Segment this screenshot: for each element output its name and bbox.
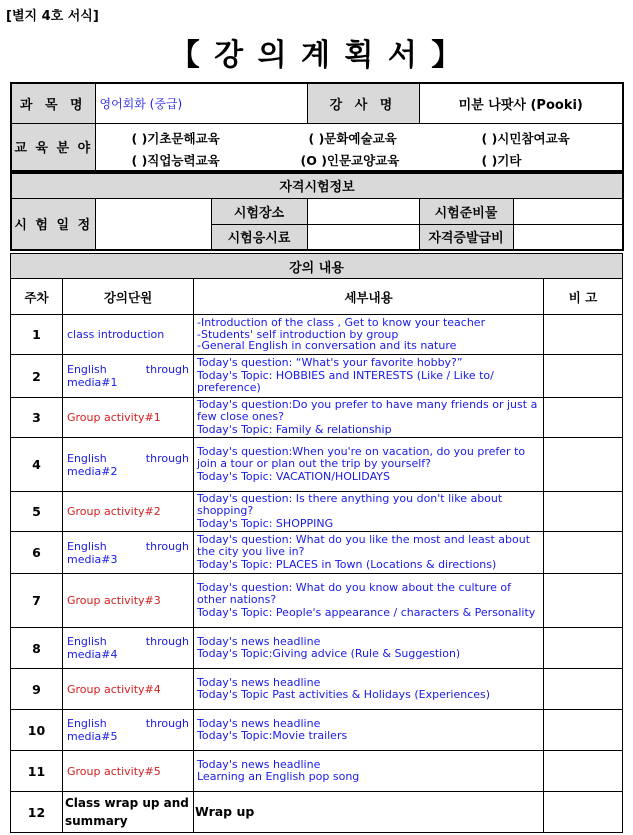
detail-line: Today's Topic: PLACES in Town (Locations & directions)	[197, 557, 497, 571]
detail-cell	[194, 532, 544, 574]
exam-prep-label: 시험준비물	[419, 198, 513, 224]
page-title: 【 강 의 계 획 서 】	[169, 38, 464, 73]
note-cell	[544, 492, 623, 532]
detail-line: Today's Topic: HOBBIES and INTERESTS (Like / Like to/ preference)	[197, 368, 494, 395]
unit-cell: Group activity#4	[63, 669, 194, 710]
unit-cell: Group activity#1	[63, 398, 194, 438]
detail-line: Today's question: Is there anything you don't like about shopping?	[197, 491, 503, 518]
detail-line: -Introduction of the class , Get to know your teacher	[197, 316, 486, 330]
exam-date-value	[95, 198, 211, 250]
note-cell	[544, 315, 623, 355]
detail-line: Today's Topic:Movie trailers	[197, 729, 348, 742]
note-cell	[544, 710, 623, 751]
unit-cell: class introduction	[63, 315, 194, 355]
detail-cell	[194, 792, 544, 833]
col-week: 주차	[11, 279, 63, 315]
week-number: 8	[11, 628, 63, 669]
detail-cell	[194, 628, 544, 669]
exam-fee-label: 시험응시료	[211, 224, 307, 250]
field-option[interactable]	[301, 151, 400, 169]
exam-place-label: 시험장소	[211, 198, 307, 224]
check-mark: ( )	[131, 130, 148, 146]
option-label: 문화예술교육	[324, 130, 397, 146]
week-number: 12	[11, 792, 63, 833]
table-row	[11, 751, 623, 792]
col-unit: 강의단원	[63, 279, 194, 315]
detail-cell	[194, 574, 544, 628]
option-label: 기타	[497, 152, 522, 168]
note-cell	[544, 438, 623, 492]
detail-cell	[194, 355, 544, 398]
option-label: 기초문해교육	[147, 130, 220, 146]
note-cell	[544, 751, 623, 792]
field-option[interactable]	[482, 151, 522, 169]
table-row	[11, 669, 623, 710]
detail-cell	[194, 710, 544, 751]
unit-cell: English through media#1	[63, 355, 194, 398]
content-header: 강의 내용	[11, 254, 623, 279]
week-number: 1	[11, 315, 63, 355]
detail-line: Today's question: What do you like the most and least about the city you live in?	[197, 532, 531, 559]
detail-line: Today's Topic:Giving advice (Rule & Suggestion)	[197, 647, 461, 660]
detail-cell	[194, 751, 544, 792]
unit-cell: Group activity#3	[63, 574, 194, 628]
detail-line: Today's news headline	[197, 757, 321, 771]
col-detail: 세부내용	[194, 279, 544, 315]
detail-line: Wrap up	[195, 803, 255, 819]
table-row	[11, 492, 623, 532]
week-number: 10	[11, 710, 63, 751]
week-number: 4	[11, 438, 63, 492]
field-option[interactable]	[132, 129, 220, 147]
subject-label: 과 목 명	[11, 83, 95, 123]
week-number: 11	[11, 751, 63, 792]
exam-prep-value	[513, 198, 623, 224]
table-row	[11, 315, 623, 355]
field-label: 교 육 분 야	[11, 123, 95, 171]
unit-cell: English through media#5	[63, 710, 194, 751]
col-note: 비 고	[544, 279, 623, 315]
check-mark: ( )	[308, 130, 325, 146]
unit-cell: Class wrap up and summary	[63, 792, 194, 833]
detail-line: Today's Topic: VACATION/HOLIDAYS	[197, 469, 390, 483]
note-cell	[544, 398, 623, 438]
subject-value: 영어회화 (중급)	[95, 83, 307, 123]
week-number: 7	[11, 574, 63, 628]
note-cell	[544, 532, 623, 574]
check-mark: ( )	[131, 152, 148, 168]
option-label: 시민참여교육	[497, 130, 570, 146]
instructor-label: 강 사 명	[307, 83, 419, 123]
detail-cell	[194, 438, 544, 492]
detail-line: Today's question:When you're on vacation, do you prefer to join a tour or plan out the trip by yourself?	[197, 444, 526, 471]
note-cell	[544, 355, 623, 398]
cert-fee-label: 자격증발급비	[419, 224, 513, 250]
unit-cell: English through media#3	[63, 532, 194, 574]
note-cell	[544, 628, 623, 669]
option-label: 직업능력교육	[147, 152, 220, 168]
detail-cell	[194, 492, 544, 532]
content-table	[10, 253, 623, 833]
detail-cell	[194, 398, 544, 438]
unit-cell: Group activity#2	[63, 492, 194, 532]
detail-line: Today's Topic: SHOPPING	[197, 516, 334, 530]
field-option[interactable]	[482, 129, 570, 147]
detail-line: Today's Topic: People's appearance / characters & Personality	[197, 605, 536, 619]
unit-cell: English through media#2	[63, 438, 194, 492]
detail-line: Today's news headline	[197, 675, 321, 689]
field-options	[95, 123, 623, 171]
table-row	[11, 438, 623, 492]
detail-cell	[194, 315, 544, 355]
detail-line: Today's news headline	[197, 716, 321, 730]
table-row	[11, 574, 623, 628]
week-number: 2	[11, 355, 63, 398]
week-number: 3	[11, 398, 63, 438]
week-number: 9	[11, 669, 63, 710]
detail-line: Today's question:Do you prefer to have many friends or just a few close ones?	[197, 397, 538, 424]
detail-line: Learning an English pop song	[197, 770, 360, 783]
week-number: 6	[11, 532, 63, 574]
form-tag: [별지 4호 서식]	[6, 9, 99, 24]
note-cell	[544, 669, 623, 710]
check-mark: (O )	[300, 152, 327, 168]
check-mark: ( )	[481, 152, 498, 168]
instructor-value: 미분 나팟사 (Pooki)	[419, 83, 623, 123]
unit-cell: English through media#4	[63, 628, 194, 669]
table-row	[11, 710, 623, 751]
cert-fee-value	[513, 224, 623, 250]
detail-line: Today's question: What do you know about the culture of other nations?	[197, 580, 511, 607]
exam-fee-value	[307, 224, 419, 250]
note-cell	[544, 792, 623, 833]
table-row	[11, 355, 623, 398]
option-label: 인문교양교육	[326, 152, 400, 168]
detail-line: -General English in conversation and its nature	[197, 339, 457, 353]
field-option[interactable]	[132, 151, 220, 169]
info-table	[10, 82, 624, 172]
table-row	[11, 532, 623, 574]
detail-line: Today's question: “What's your favorite hobby?”	[197, 356, 463, 370]
detail-line: Today's Topic Past activities & Holidays (Experiences)	[197, 688, 491, 701]
field-option[interactable]	[309, 129, 397, 147]
check-mark: ( )	[481, 130, 498, 146]
table-row	[11, 398, 623, 438]
exam-table	[10, 172, 624, 251]
table-row	[11, 792, 623, 833]
detail-cell	[194, 669, 544, 710]
detail-line: Today's news headline	[197, 634, 321, 648]
note-cell	[544, 574, 623, 628]
detail-line: Today's Topic: Family & relationship	[197, 422, 392, 436]
exam-date-label: 시 험 일 정	[11, 198, 95, 250]
exam-place-value	[307, 198, 419, 224]
detail-line: -Students' self introduction by group	[197, 327, 399, 341]
table-row	[11, 628, 623, 669]
exam-header: 자격시험정보	[11, 173, 623, 198]
unit-cell: Group activity#5	[63, 751, 194, 792]
week-number: 5	[11, 492, 63, 532]
